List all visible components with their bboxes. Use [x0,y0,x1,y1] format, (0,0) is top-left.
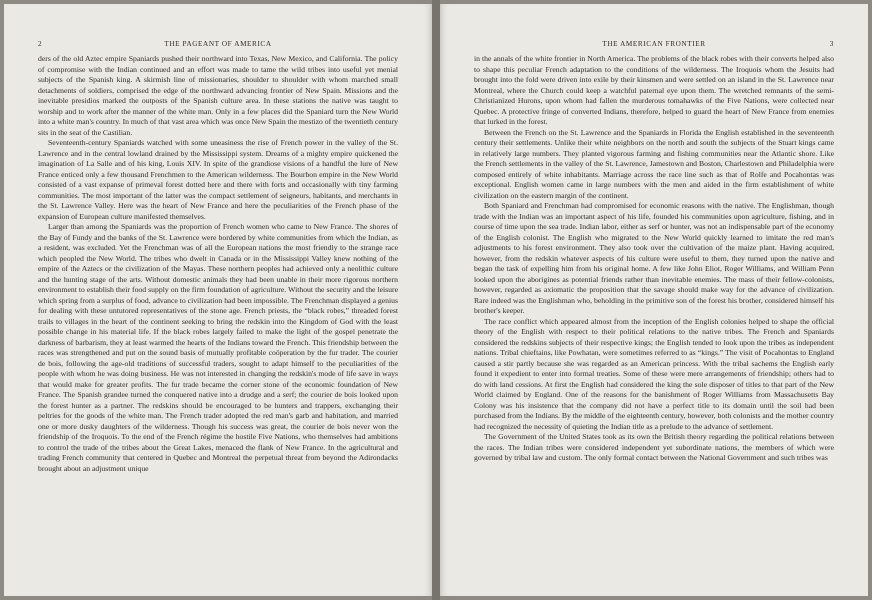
page-number: 2 [38,40,43,48]
paragraph: Between the French on the St. Lawrence and the Spaniards in Florida the English established in the seventeenth century their settlements. Unlike their white neighbors on the north and south the subjects of the Stuart kings came in relatively large numbers. They planted vigorous farming and fishing communities near the Atlantic shore. Like the French settlements in the valley of the St. Lawrence, Jamestown and Boston, Charlestown and Philadelphia were composed entirely of white inhabitants. Marriage across the race line such as that of Rolfe and Pocahontas was exceptional. English women came in large numbers with the men and aided in the firm establishment of white civilization on the eastern margin of the continent. [474,127,834,200]
right-body-text [474,54,834,464]
paragraph: in the annals of the white frontier in North America. The problems of the black robes with their converts helped also to shape this peculiar French adaptation to the conditions of the wilderness. The Iroquois whom the Jesuits had brought into the fold were driven into exile by their kinsmen and were settled on an island in the St. Lawrence near Montreal, where the Church could keep a watchful paternal eye upon them. The wretched remnants of the semi-Christianized Hurons, upon whom had fallen the murderous tomahawks of the Five Nations, were collected near Quebec. A protective fringe of converted Indians, therefore, helped to guard the heart of New France from enemies that lurked in the forest. [474,54,834,126]
book-gutter [432,0,440,600]
page-number: 3 [829,40,834,48]
right-page [440,4,868,596]
page-header-title: THE PAGEANT OF AMERICA [164,40,272,48]
page-header-title: THE AMERICAN FRONTIER [602,40,706,48]
paragraph: Seventeenth-century Spaniards watched with some uneasiness the rise of French power in the valley of the St. Lawrence and in the central lowland drained by the Mississippi system. Dreams of a mighty empire quickened the imagination of La Salle and of his king, Louis XIV. In spite of the grandiose visions of a handful the lure of New France enticed only a few thousand Frenchmen to the American wilderness. The Bourbon empire in the New World consisted of a vast expanse of primeval forest dotted here and there with forts and occasionally with tiny farming communities. The most important of the latter was the compact settlement of seigneurs, habitants, and merchants in the St. Lawrence Valley. Here was the heart of New France and here the peculiarities of the French phase of the expansion of European culture manifested themselves. [38,138,398,221]
left-body-text [38,54,398,474]
paragraph: The race conflict which appeared almost from the inception of the English colonies helped to shape the official theory of the English with respect to their political relations to the native tribes. The French and Spaniards considered the redskins subjects of their respective kings; the English tended to look upon the tribes as independent nations. Tribal chieftains, like Powhatan, were sometimes referred to as “kings.” The visit of Pocahontas to England caused a stir partly because she was regarded as an American princess. With the tribal sachems the English early found it expedient to enter into formal treaties. Some of these were mere arrangements of friendship; others had to do with land cessions. At first the English had considered the king the sole disposer of titles to that part of the New World claimed by England. One of the reasons for the banishment of Roger Williams from Massachusetts Bay Colony was his insistence that the company did not have a perfect title to its domain until the soil had been purchased from the Indians. By the middle of the eighteenth century, however, both colonists and the mother country had recognized the necessity of quieting the Indian title as a prelude to the advance of settlement. [474,316,834,431]
paragraph: Larger than among the Spaniards was the proportion of French women who came to New France. The shores of the Bay of Fundy and the banks of the St. Lawrence were bordered by white communities from which the Indian, as a resident, was excluded. Yet the Frenchman was of all the European nations the most friendly to the strange race which peopled the New World. The tribes who dwelt in Canada or in the Mississippi Valley knew nothing of the empire of the Aztecs or the civilization of the Mayas. These northern peoples had achieved only a neolithic culture and the hunting stage of the arts. Without domestic animals they had been unable in their more rigorous northern environment to establish their food supply on the firm foundation of agriculture. Without the security and the leisure which spring from a surplus of food, advance to civilization had been impossible. The Frenchman displayed a genius for dealing with these untutored representatives of the stone age. French priests, the “black robes,” threaded forest trails to villages in the heart of the continent seeking to bring the redskin into the Kingdom of God with the least possible change in his material life. If the black robes largely failed to make the light of the gospel penetrate the darkness of barbarism, they at least warmed the hearts of the Indians toward the French. This friendship between the races was strengthened and put on the sound basis of mutually profitable coöperation by the fur trader. The courier de bois, following the age-old traditions of successful traders, sought to adapt himself to the peculiarities of the people with whom he was doing business. He was not interested in changing the redskin's mode of life save in ways that would make for greater profits. The fur trade became the corner stone of the economic foundation of New France. The Spanish grandee turned the conquered native into a drudge and a serf; the courier de bois looked upon the forest hunter as a partner. The redskins should be encouraged to be hunters and trappers, exchanging their peltries for the goods of the white man. The French trader adopted the red man's garb and habitation, and married one or more dusky daughters of the wilderness. Though his success was great, the courier de bois never won the friendship of the Iroquois. To the end of the French régime the hostile Five Nations, who themselves had ambitions to control the trade of the tribes about the Great Lakes, menaced the flank of New France. In the agricultural and trading French community that centered in Quebec and Montreal the perpetual threat from beyond the Adirondacks brought about an adjustment unique [38,222,398,473]
paragraph: The Government of the United States took as its own the British theory regarding the political relations between the races. The Indian tribes were considered independent yet subordinate nations, the members of which were governed by tribal law and custom. The only formal contact between the National Government and such tribes was [474,432,834,462]
left-page [4,4,432,596]
paragraph: Both Spaniard and Frenchman had compromised for economic reasons with the native. The Englishman, though trade with the Indian was an important aspect of his life, founded his communities upon agriculture, fishing, and in course of time upon the sea trade. Indian labor, either as serf or hunter, was not an indispensable part of the economy of the English colonist. The English who migrated to the New World quickly learned to imitate the red man's adjustments to his forest environment. They also took over the cultivation of the maize plant. Having acquired, however, from the redskin whatever aspects of his culture were useful to them, they turned upon the native and began the task of expelling him from his original home. A few like John Eliot, Roger Williams, and William Penn looked upon the aborigines as potential friends rather than inevitable enemies. The mass of their fellow-colonists, however, regarded as axiomatic the proposition that the savage should make way for the advance of civilization. Rare indeed was the Englishman who, beholding in the primitive son of the forest his brother, considered himself his brother's keeper. [474,201,834,315]
paragraph: ders of the old Aztec empire Spaniards pushed their northward into Texas, New Mexico, and California. The policy of compromise with the Indian continued and an effort was made to tame the wild tribes into useful yet menial subjects of the Spanish king. A skirmish line of missionaries, shoulder to shoulder with whom marched small detachments of soldiers, comprised the edge of the northward advancing frontier of New Spain. Missions and the inevitable presidios marked the outposts of the Spanish culture area. In these stations the native was taught to worship and to work after the manner of the white man. Only in a few places did the Spaniard turn the New World into a white man's country. In much of that vast area which was once New Spain the mestizo of the twentieth century sits in the seat of the Castilian. [38,54,398,137]
